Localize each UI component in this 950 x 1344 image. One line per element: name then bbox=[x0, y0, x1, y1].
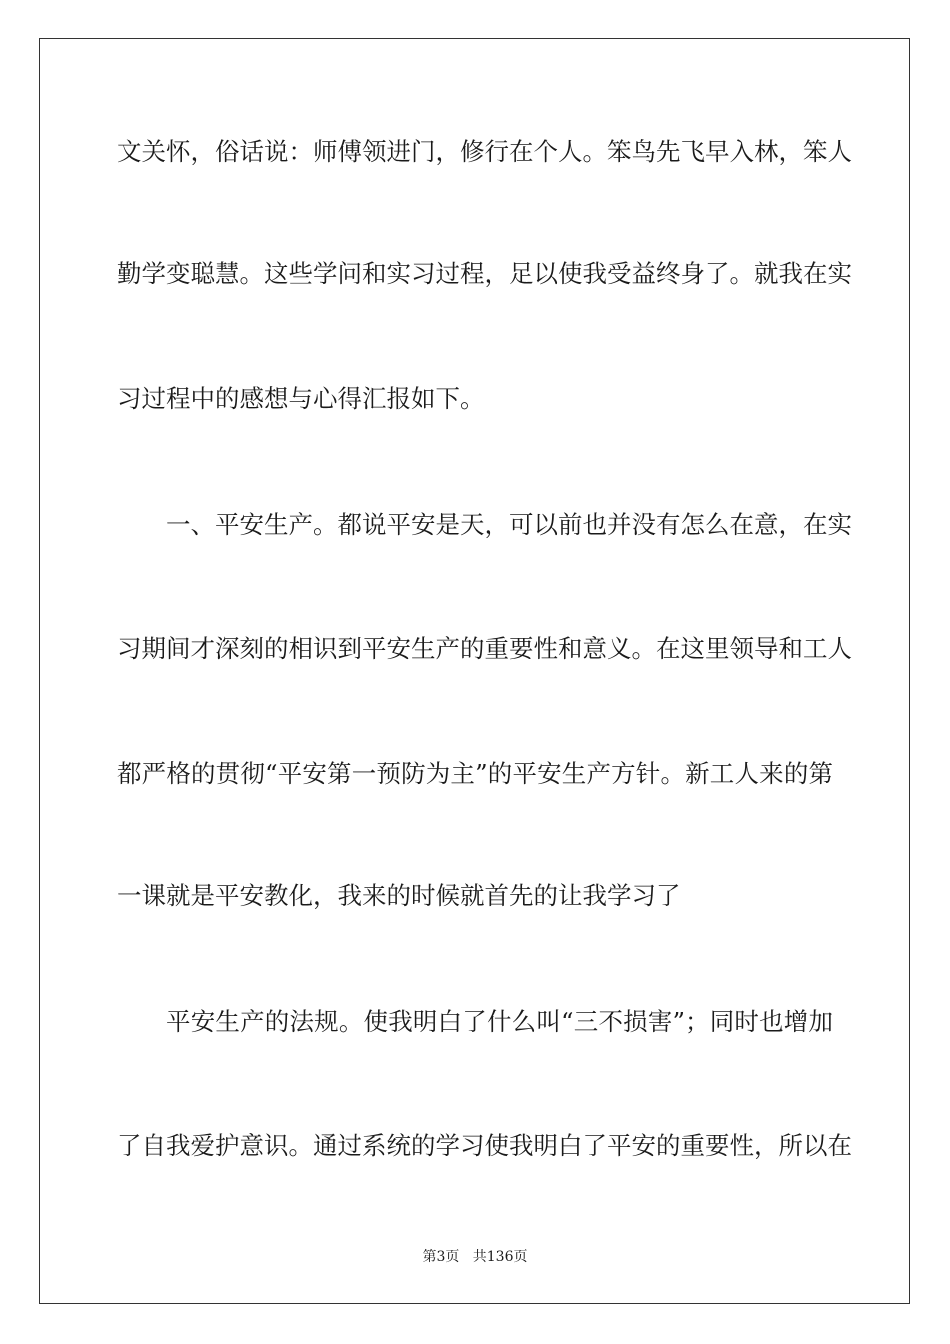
body-line-6: 都严格的贯彻“平安第一预防为主”的平安生产方针。新工人来的第 bbox=[117, 759, 833, 788]
body-line-8: 平安生产的法规。使我明白了什么叫“三不损害”；同时也增加 bbox=[166, 1007, 833, 1036]
body-line-4: 一、平安生产。都说平安是天，可以前也并没有怎么在意，在实 bbox=[166, 510, 852, 539]
body-line-7: 一课就是平安教化，我来的时候就首先的让我学习了 bbox=[117, 881, 681, 910]
page-footer bbox=[0, 1248, 950, 1266]
body-line-1: 文关怀，俗话说：师傅领进门，修行在个人。笨鸟先飞早入林，笨人 bbox=[117, 137, 852, 166]
page-number: 第3页 bbox=[422, 1249, 460, 1265]
total-pages: 共136页 bbox=[472, 1249, 528, 1265]
page-border bbox=[39, 38, 910, 1304]
body-line-5: 习期间才深刻的相识到平安生产的重要性和意义。在这里领导和工人 bbox=[117, 634, 852, 663]
body-line-3: 习过程中的感想与心得汇报如下。 bbox=[117, 384, 485, 413]
body-line-9: 了自我爱护意识。通过系统的学习使我明白了平安的重要性，所以在 bbox=[117, 1131, 852, 1160]
body-line-2: 勤学变聪慧。这些学问和实习过程，足以使我受益终身了。就我在实 bbox=[117, 259, 852, 288]
